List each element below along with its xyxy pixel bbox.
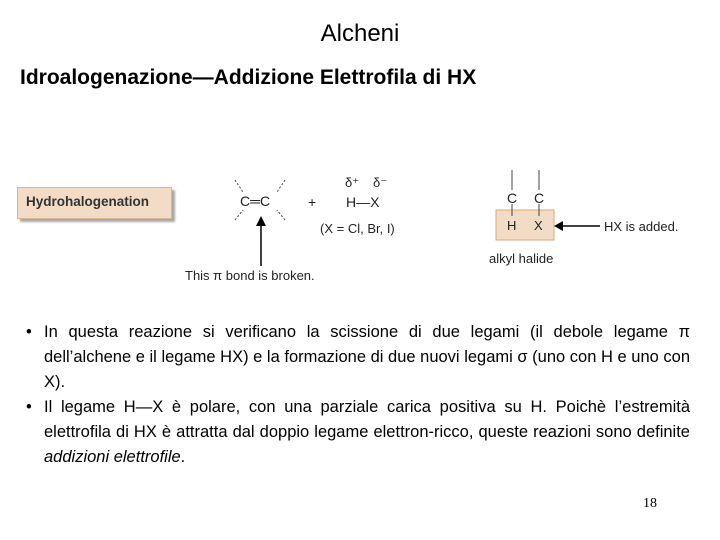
tag-label: Hydrohalogenation	[26, 194, 150, 209]
plus-sign: +	[308, 194, 317, 210]
product-hydrogen: H	[507, 218, 517, 233]
reaction-figure	[0, 160, 720, 300]
halogen-note: (X = Cl, Br, I)	[320, 221, 395, 236]
product-halogen: X	[534, 218, 543, 233]
slide-subtitle: Idroalogenazione—Addizione Elettrofila di HX	[20, 66, 477, 89]
bullet-dot: •	[26, 398, 32, 416]
alkyl-halide-label: alkyl halide	[489, 251, 554, 266]
partial-negative: δ⁻	[373, 175, 388, 190]
bullet-dot: •	[26, 323, 32, 341]
product-carbon-2: C	[534, 190, 545, 206]
alkene-formula: C═C	[240, 193, 271, 209]
hx-added-note: HX is added.	[604, 219, 679, 234]
product-carbon-1: C	[507, 190, 518, 206]
pi-bond-note: This π bond is broken.	[185, 268, 315, 283]
slide-title: Alcheni	[320, 20, 400, 47]
bullet-text: In questa reazione si verificano la scissione di due legami (il debole legame π dell’alchene e il legame HX) e la formazione di due nuovi legami σ (uno con H e uno con X).	[44, 323, 690, 391]
hx-formula: H—X	[346, 194, 380, 210]
bullet-text-end: .	[180, 448, 186, 466]
page-number: 18	[643, 496, 657, 511]
bullet-item	[24, 395, 690, 470]
partial-positive: δ⁺	[345, 175, 360, 190]
bullet-emphasis: addizioni elettrofile	[44, 448, 181, 466]
bullet-item	[24, 320, 690, 395]
hydrohalogenation-tag	[17, 187, 172, 219]
bullet-text: Il legame H—X è polare, con una parziale carica positiva su H. Poichè l’estremità elettrofila di HX è attratta dal doppio legame elettron-ricco, queste reazioni sono definite	[44, 398, 690, 441]
bullet-list	[24, 320, 690, 470]
